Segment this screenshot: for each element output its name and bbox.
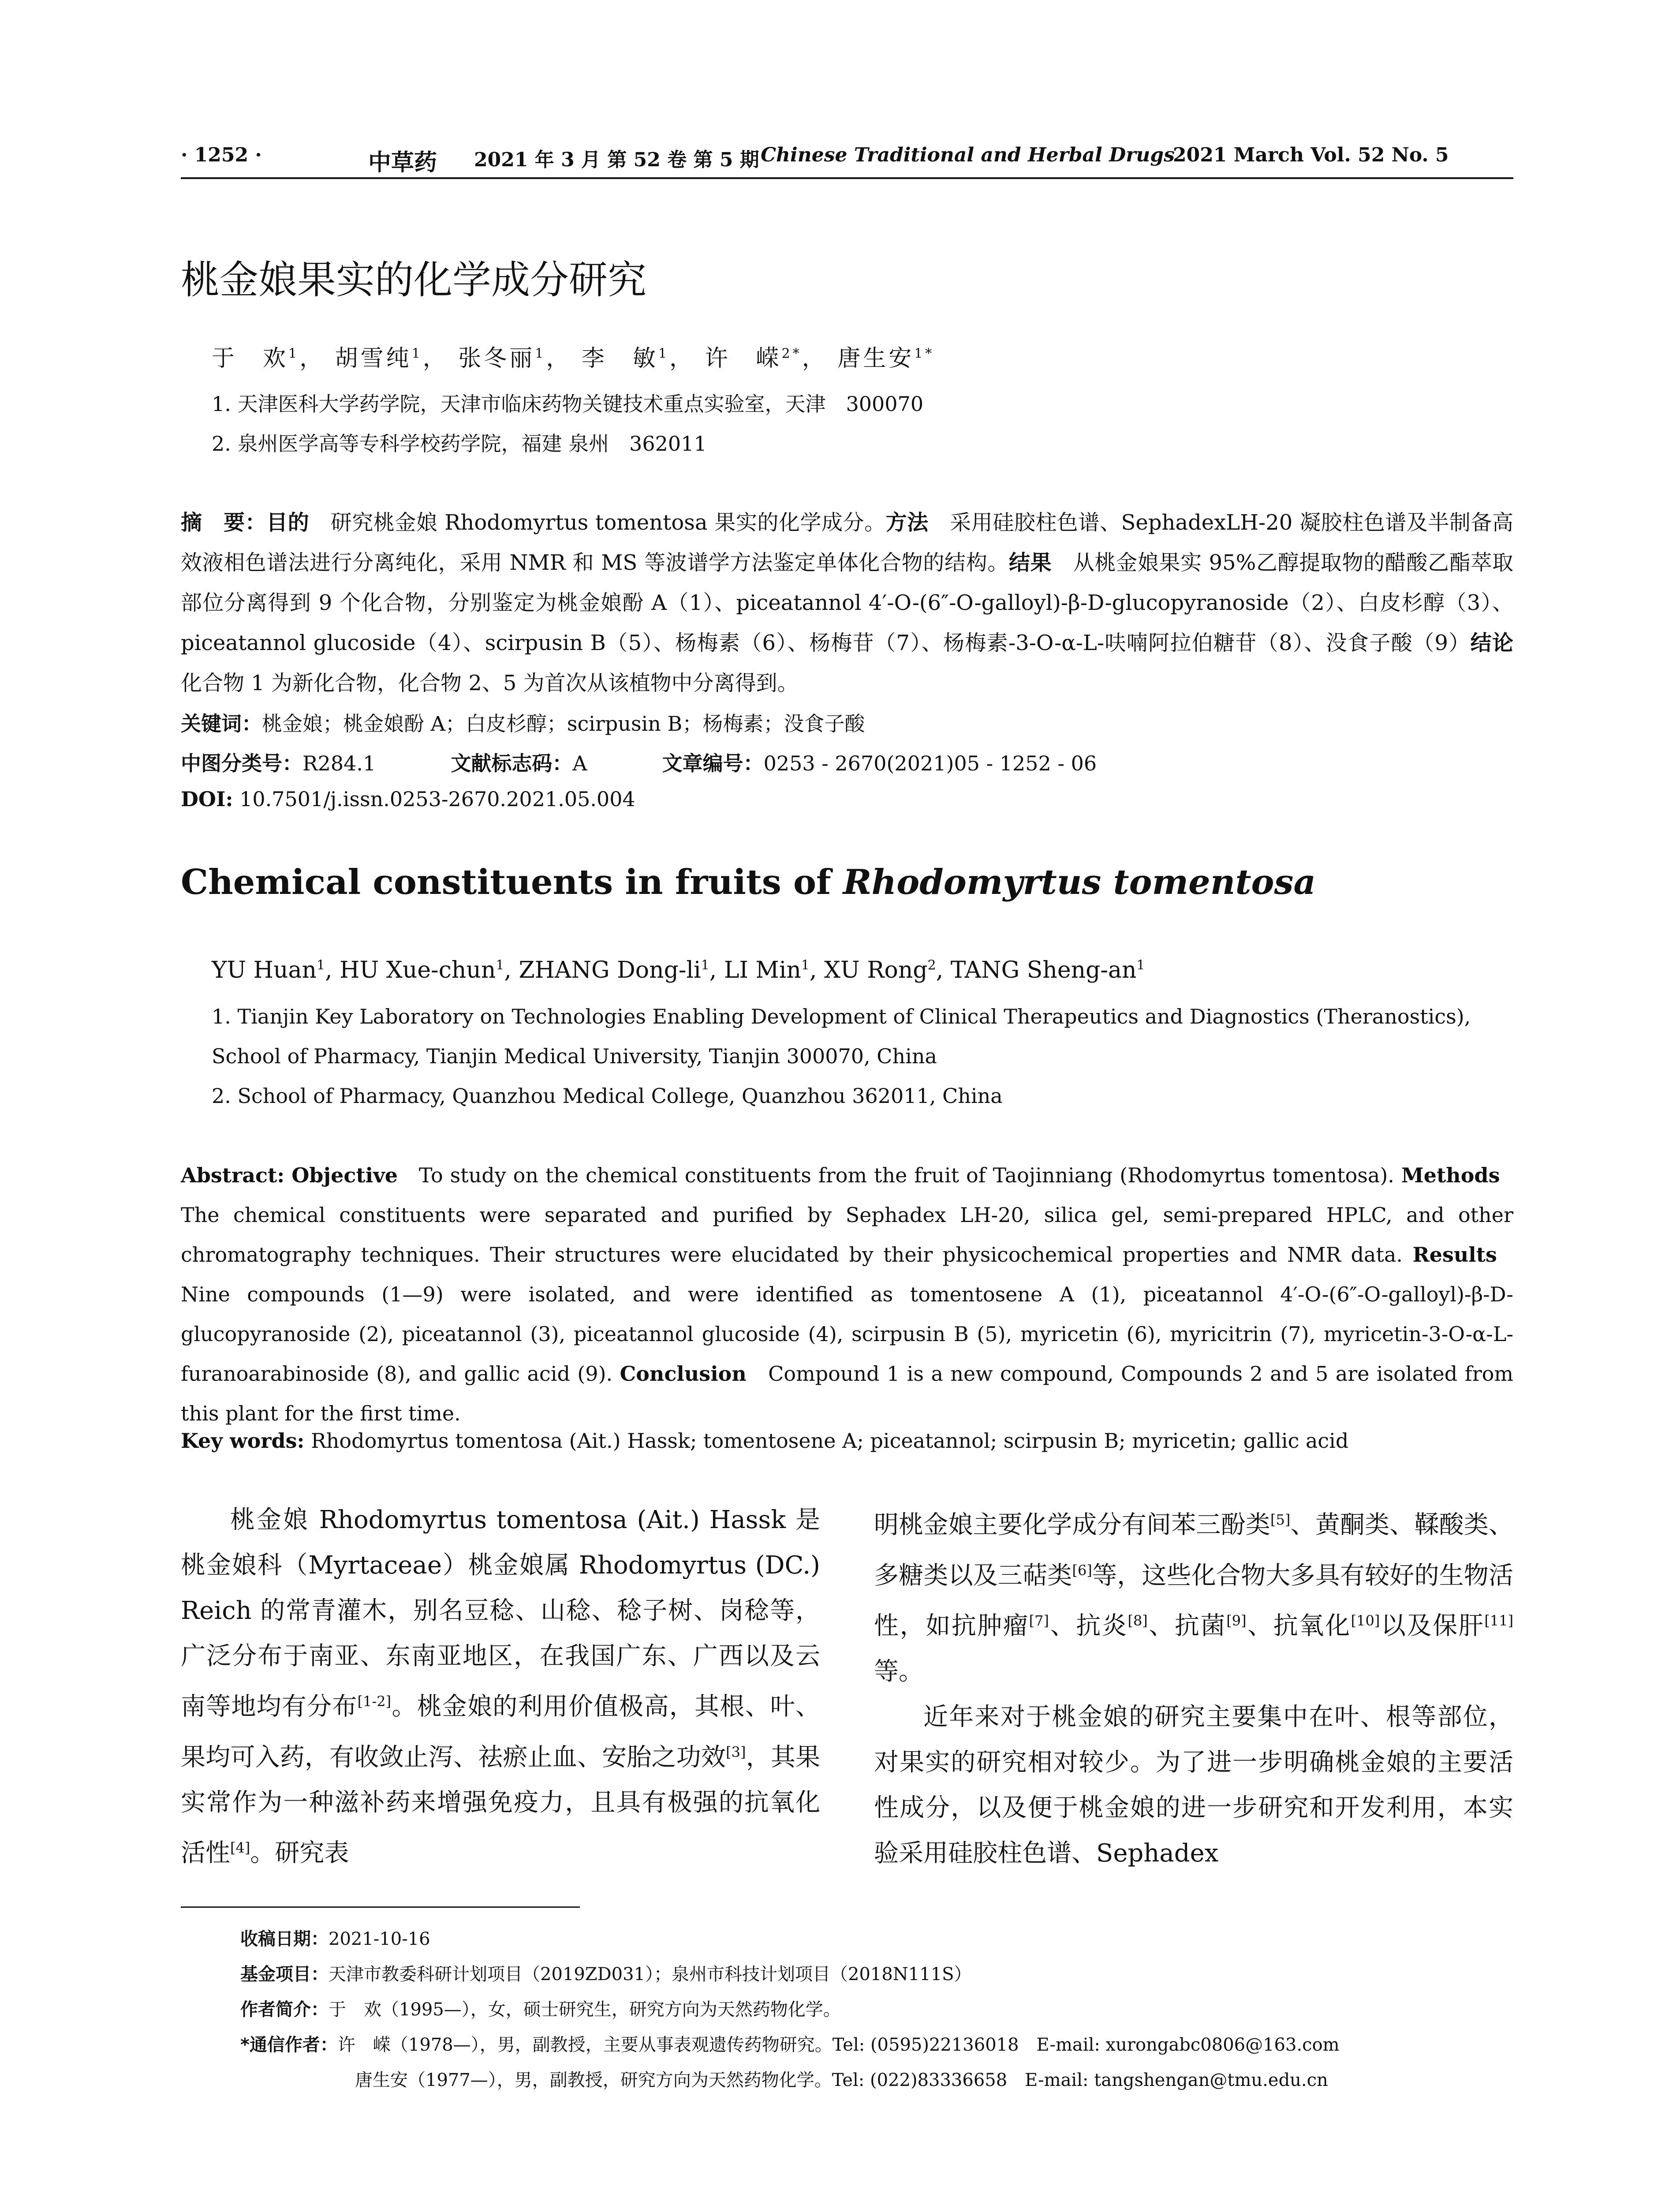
intro-paragraph-1-cont: 明桃金娘主要化学成分有间苯三酚类[5]、黄酮类、鞣酸类、多糖类以及三萜类[6]等，这些化合物大多具有较好的生物活性，如抗肿瘤[7]、抗炎[8]、抗菌[9]、抗氧化[10]以及保肝[11]等。 bbox=[874, 1510, 1514, 1686]
footnote-corr-1: *通信作者：许 嵘（1978—），男，副教授，主要从事表观遗传药物研究。Tel: (0595)22136018 E-mail: xurongabc0806@163.com bbox=[240, 2035, 1340, 2055]
doi: DOI: 10.7501/j.issn.0253-2670.2021.05.004 bbox=[181, 787, 635, 811]
footnote-fund: 基金项目：天津市教委科研计划项目（2019ZD031）；泉州市科技计划项目（2018N111S） bbox=[240, 1964, 972, 1984]
cn-keywords: 关键词：桃金娘；桃金娘酚 A；白皮杉醇；scirpusin B；杨梅素；没食子酸 bbox=[181, 712, 865, 736]
cn-classification: 中图分类号：R284.1 文献标志码：A 文章编号：0253 - 2670(2021)05 - 1252 - 06 bbox=[181, 751, 1097, 775]
body-column-left bbox=[181, 1497, 820, 1876]
en-abstract: Abstract: Objective To study on the chemical constituents from the fruit of Taojinniang (Rhodomyrtus tomentosa). Methods The chemical constituents were separated and purified by Sephadex LH-20, silica gel, semi-prepared HPLC, and other chromatography techniques. Their structures were elucidated by their physicochemical properties and NMR data. Results Nine compounds (1—9) were isolated, and were identified as tomentosene A (1), piceatannol 4′-O-(6″-O-galloyl)-β-D-glucopyranoside (2), piceatannol (3), piceatannol glucoside (4), scirpusin B (5), myricetin (6), myricitrin (7), myricetin-3-O-α-L-furanoarabinoside (8), and gallic acid (9). Conclusion Compound 1 is a new compound, Compounds 2 and 5 are isolated from this plant for the first time. bbox=[181, 1163, 1514, 1425]
footnote-bio: 作者简介：于 欢（1995—），女，硕士研究生，研究方向为天然药物化学。 bbox=[240, 1999, 841, 2020]
cn-abstract: 摘 要：目的 研究桃金娘 Rhodomyrtus tomentosa 果实的化学成分。方法 采用硅胶柱色谱、SephadexLH-20 凝胶柱色谱及半制备高效液相色谱法进行分离纯化，采用 NMR 和 MS 等波谱学方法鉴定单体化合物的结构。结果 从桃金娘果实 95%乙醇提取物的醋酸乙酯萃取部位分离得到 9 个化合物，分别鉴定为桃金娘酚 A（1）、piceatannol 4′-O-(6″-O-galloyl)-β-D-glucopyranoside（2）、白皮杉醇（3）、piceatannol glucoside（4）、scirpusin B（5）、杨梅素（6）、杨梅苷（7）、杨梅素-3-O-α-L-呋喃阿拉伯糖苷（8）、没食子酸（9）结论 化合物 1 为新化合物，化合物 2、5 为首次从该植物中分离得到。 bbox=[181, 510, 1513, 695]
body-column-right bbox=[874, 1497, 1513, 1876]
en-affiliation-2: 2. School of Pharmacy, Quanzhou Medical College, Quanzhou 362011, China bbox=[212, 1084, 1003, 1108]
author: 唐生安 bbox=[837, 345, 915, 372]
en-keywords: Key words: Rhodomyrtus tomentosa (Ait.) Hassk; tomentosene A; piceatannol; scirpusin B; myricetin; gallic acid bbox=[181, 1429, 1349, 1453]
header-rule bbox=[181, 177, 1513, 179]
issue-cn: 2021 年 3 月 第 52 卷 第 5 期 bbox=[474, 149, 759, 171]
footnote-rule bbox=[181, 1906, 580, 1908]
journal-name-en: Chinese Traditional and Herbal Drugs bbox=[761, 144, 1175, 166]
intro-paragraph-1: 桃金娘 Rhodomyrtus tomentosa (Ait.) Hassk 是桃金娘科（Myrtaceae）桃金娘属 Rhodomyrtus (DC.) Reich 的常青灌木，别名豆稔、山稔、稔子树、岗稔等，广泛分布于南亚、东南亚地区，在我国广东、广西以及云南等地均有分布[1-2]。桃金娘的利用价值极高，其根、叶、果均可入药，有收敛止泻、祛瘀止血、安胎之功效[3]，其果实常作为一种滋补药来增强免疫力，且具有极强的抗氧化活性[4]。研究表 bbox=[181, 1506, 821, 1868]
author: 胡雪纯 bbox=[335, 345, 412, 372]
issue-en: 2021 March Vol. 52 No. 5 bbox=[1173, 144, 1449, 166]
en-affiliation-1: 1. Tianjin Key Laboratory on Technologies Enabling Development of Clinical Therapeutics and Diagnostics (Theranostics), School of Pharmacy, Tianjin Medical University, Tianjin 300070, China bbox=[212, 1005, 1471, 1068]
cn-title: 桃金娘果实的化学成分研究 bbox=[181, 257, 647, 303]
page-number: · 1252 · bbox=[181, 144, 262, 166]
footnote-corr-2: 唐生安（1977—），男，副教授，研究方向为天然药物化学。Tel: (022)83336658 E-mail: tangshengan@tmu.edu.cn bbox=[355, 2070, 1328, 2090]
intro-paragraph-2: 近年来对于桃金娘的研究主要集中在叶、根等部位，对果实的研究相对较少。为了进一步明确桃金娘的主要活性成分，以及便于桃金娘的进一步研究和开发利用，本实验采用硅胶柱色谱、Sephadex bbox=[874, 1702, 1513, 1868]
cn-authors: 于 欢$^1$， 胡雪纯$^1$， 张冬丽$^1$， 李 敏$^1$， 许 嵘$^{2*}$， 唐生安$^{1*}$ bbox=[212, 345, 935, 372]
en-authors: YU Huan$^1$, HU Xue-chun$^1$, ZHANG Dong-$li^1$, LI Min$^1$, XU Rong$^2$, TANG Sheng-$an^1$ bbox=[212, 957, 1145, 983]
journal-name-cn: 中草药 bbox=[368, 149, 437, 176]
cn-affiliation-1: 1. 天津医科大学药学院，天津市临床药物关键技术重点实验室，天津 300070 bbox=[212, 392, 924, 416]
cn-affiliation-2: 2. 泉州医学高等专科学校药学院，福建 泉州 362011 bbox=[212, 432, 707, 456]
author: 李 敏 bbox=[581, 345, 658, 372]
footnote-received: 收稿日期：2021-10-16 bbox=[240, 1929, 430, 1949]
en-title: Chemical constituents in fruits of Rhodomyrtus tomentosa bbox=[181, 862, 1316, 902]
author: 张冬丽 bbox=[458, 345, 535, 372]
author: 于 欢 bbox=[212, 345, 289, 372]
author: 许 嵘 bbox=[705, 345, 782, 372]
